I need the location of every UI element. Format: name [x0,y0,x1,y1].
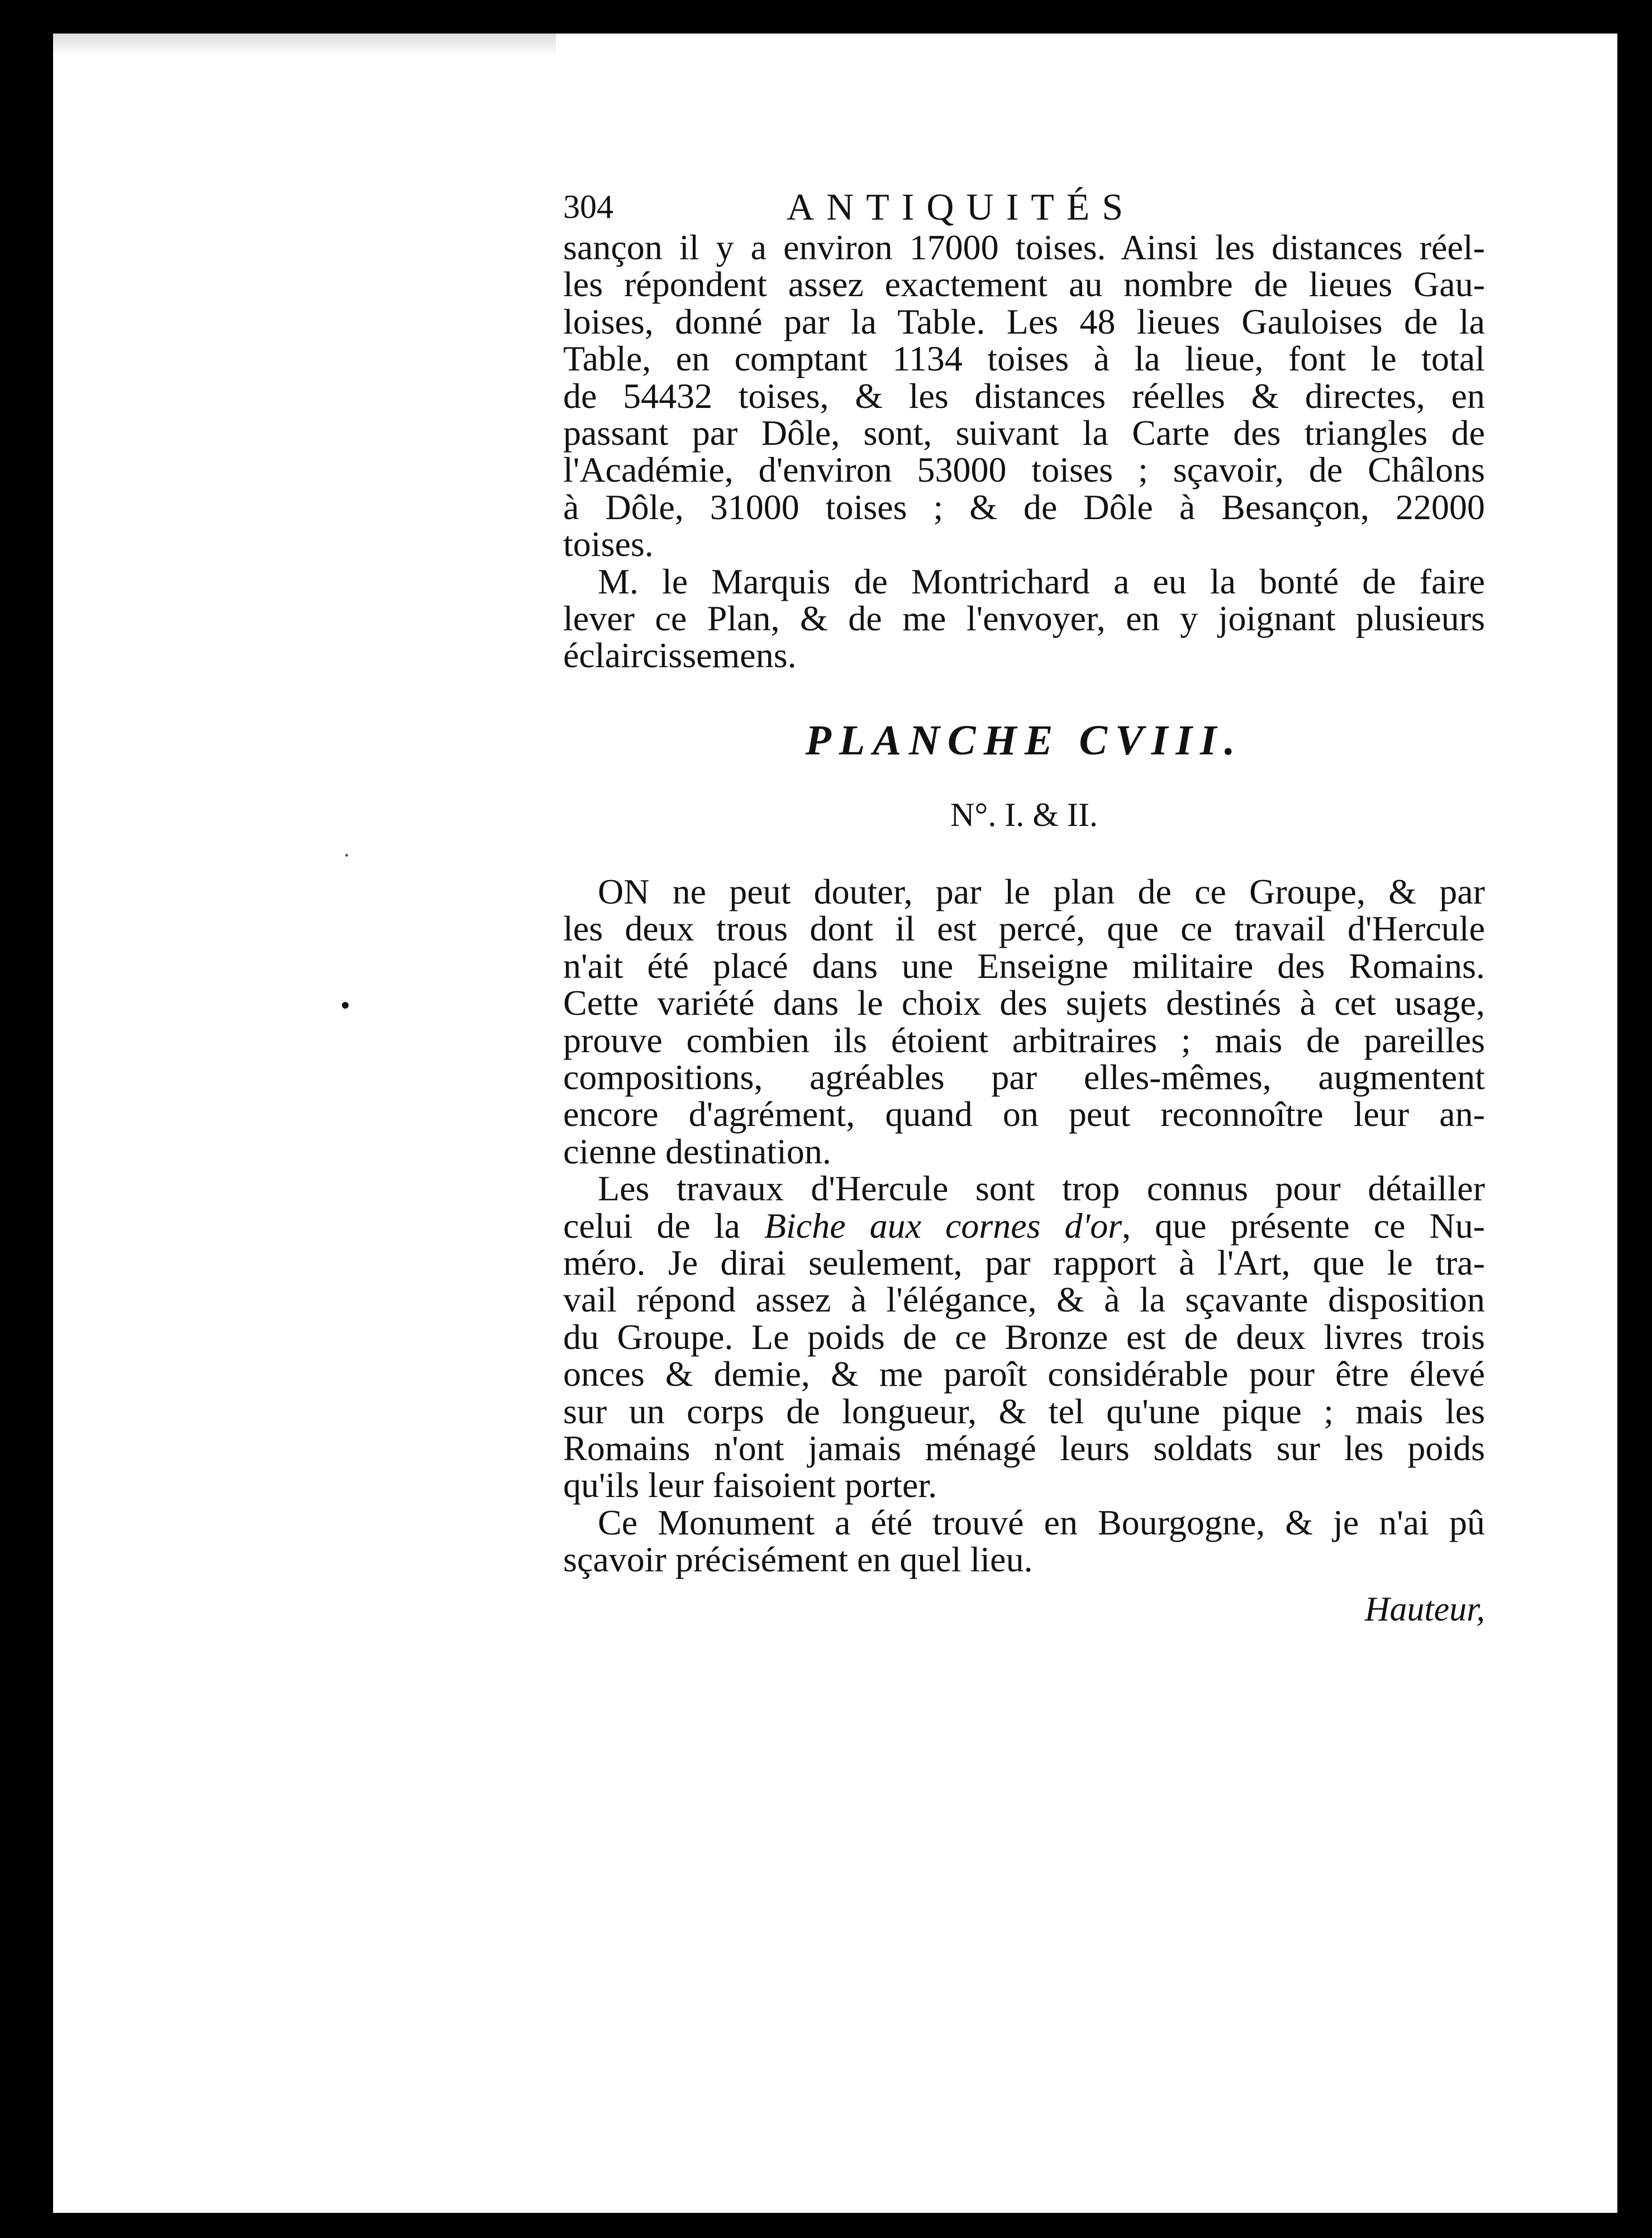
paragraph-continuation [563,229,1485,563]
text-line: qu'ils leur faisoient porter. [563,1465,937,1505]
text-line: de 54432 toises, & les distances réelles & directes, en [563,376,1485,416]
catchword: Hauteur, [1364,1590,1485,1628]
text-line: M. le Marquis de Montrichard a eu la bonté de faire [598,561,1485,601]
text-line: méro. Je dirai seulement, par rapport à l'Art, que le tra- [563,1242,1485,1282]
italic-title: Biche aux cornes d'or [764,1205,1122,1246]
text-line: encore d'agrément, quand on peut reconnoître leur an- [563,1094,1485,1134]
plate-title: PLANCHE CVIII. [805,716,1243,764]
paragraph-hercule [563,1170,1485,1504]
text-block [563,168,1485,1634]
text-line: lever ce Plan, & de me l'envoyer, en y joignant plusieurs [563,598,1485,639]
text-fragment: , que présente ce Nu- [1122,1205,1486,1246]
text-line: onces & demie, & me paroît considérable pour être élevé [563,1354,1485,1394]
text-line: n'ait été placé dans une Enseigne militaire des Romains. [563,945,1485,986]
text-line-with-italic [563,1205,1486,1246]
text-line: éclaircissemens. [563,635,797,676]
page-number: 304 [563,188,613,225]
text-line: vail répond assez à l'élégance, & à la sçavante disposition [563,1280,1485,1320]
text-line: du Groupe. Le poids de ce Bronze est de deux livres trois [563,1317,1485,1357]
paragraph-montrichard [563,563,1485,674]
text-line: sçavoir précisément en quel lieu. [563,1539,1033,1580]
text-line: les répondent assez exactement au nombre de lieues Gau- [563,264,1485,305]
text-line: passant par Dôle, sont, suivant la Carte des triangles de [563,413,1485,453]
text-line: l'Académie, d'environ 53000 toises ; sçavoir, de Châlons [563,450,1485,490]
margin-dot [342,1002,349,1009]
text-line: toises. [563,524,654,564]
text-line: Romains n'ont jamais ménagé leurs soldats sur les poids [563,1428,1485,1468]
text-line: sur un corps de longueur, & tel qu'une pique ; mais les [563,1391,1485,1431]
text-line: prouve combien ils étoient arbitraires ; mais de pareilles [563,1020,1485,1060]
margin-speck [345,854,348,857]
text-line: loises, donné par la Table. Les 48 lieues Gauloises de la [563,301,1485,341]
scan-shadow [53,34,556,56]
plate-number: N°. I. & II. [950,796,1098,833]
text-line: sançon il y a environ 17000 toises. Ainsi les distances réel- [563,227,1485,267]
paragraph-bourgogne [563,1504,1485,1579]
text-line: ON ne peut douter, par le plan de ce Groupe, & par [598,871,1485,911]
text-line: Les travaux d'Hercule sont trop connus pour détailler [598,1168,1485,1209]
text-line: compositions, agréables par elles-mêmes, augmentent [563,1057,1485,1097]
text-fragment: celui de la [563,1205,764,1246]
page-header [563,168,1485,229]
paragraph-groupe [563,873,1485,1170]
text-line: Table, en comptant 1134 toises à la lieue, font le total [563,339,1485,379]
text-line: Ce Monument a été trouvé en Bourgogne, & je n'ai pû [598,1502,1485,1542]
text-line: cienne destination. [563,1131,831,1171]
text-line: à Dôle, 31000 toises ; & de Dôle à Besançon, 22000 [563,487,1485,527]
running-head: ANTIQUITÉS [787,186,1136,228]
text-line: Cette variété dans le choix des sujets destinés à cet usage, [563,983,1485,1023]
text-line: les deux trous dont il est percé, que ce travail d'Hercule [563,909,1485,949]
